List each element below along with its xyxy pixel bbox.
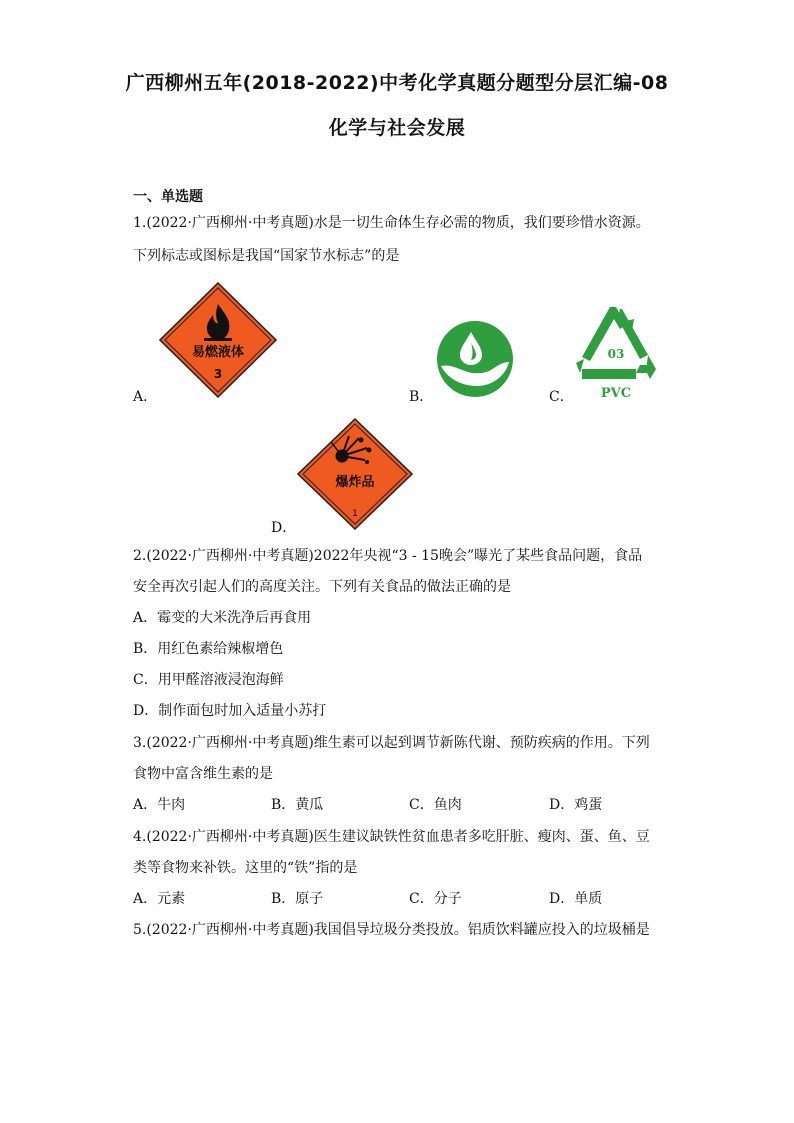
document-title-line1: 广西柳州五年(2018-2022)中考化学真题分题型分层汇编-08 — [125, 72, 669, 94]
q5-stem-line1: 5.(2022·广西柳州·中考真题)我国倡导垃圾分类投放。铝质饮料罐应投入的垃圾桶是 — [133, 922, 650, 938]
recycle-icon — [576, 307, 656, 379]
q4-stem-line2: 类等食物来补铁。这里的“铁”指的是 — [133, 860, 358, 876]
sign-a-text: 易燃液体 — [191, 345, 245, 360]
q1-stem-line1: 1.(2022·广西柳州·中考真题)水是一切生命体生存必需的物质，我们要珍惜水资源。 — [133, 215, 650, 231]
q4-option-b: B．原子 — [271, 891, 324, 907]
sign-a-number: 3 — [213, 367, 223, 381]
q2-stem-line2: 安全再次引起人们的高度关注。下列有关食品的做法正确的是 — [133, 579, 511, 595]
q3-stem-line1: 3.(2022·广西柳州·中考真题)维生素可以起到调节新陈代谢、预防疾病的作用。下列 — [133, 735, 650, 751]
water-saving-sign — [435, 320, 515, 398]
sign-c-text: PVC — [600, 386, 632, 401]
q3-option-b: B．黄瓜 — [271, 797, 324, 813]
q4-option-c: C．分子 — [409, 891, 462, 907]
q2-option-c: C．用甲醛溶液浸泡海鲜 — [133, 672, 284, 688]
q1-option-c-label: C． — [549, 389, 574, 405]
document-title-line2: 化学与社会发展 — [328, 117, 466, 139]
q4-stem-line1: 4.(2022·广西柳州·中考真题)医生建议缺铁性贫血患者多吃肝脏、瘦肉、蛋、鱼、豆 — [133, 829, 650, 845]
sign-d-number: 1 — [352, 509, 358, 519]
q2-option-a: A．霉变的大米洗净后再食用 — [133, 610, 312, 626]
q4-option-d: D．单质 — [549, 891, 603, 907]
flammable-liquid-sign — [159, 282, 277, 398]
sign-c-number: 03 — [607, 347, 625, 361]
q2-option-d: D．制作面包时加入适量小苏打 — [133, 703, 327, 719]
q1-option-d-label: D． — [271, 520, 297, 536]
q2-stem-line1: 2.(2022·广西柳州·中考真题)2022年央视“3 - 15晚会”曝光了某些食品问题，食品 — [133, 548, 643, 564]
recycle-pvc-sign — [570, 303, 662, 401]
q2-option-b: B．用红色素给辣椒增色 — [133, 641, 284, 657]
section-heading: 一、单选题 — [133, 189, 203, 205]
q3-option-d: D．鸡蛋 — [549, 797, 603, 813]
sign-d-text: 爆炸品 — [335, 475, 375, 490]
q3-option-a: A．牛肉 — [133, 797, 186, 813]
q4-option-a: A．元素 — [133, 891, 186, 907]
q3-option-c: C．鱼肉 — [409, 797, 462, 813]
q1-stem-line2: 下列标志或图标是我国“国家节水标志”的是 — [133, 248, 400, 264]
q1-option-a-label: A． — [133, 389, 158, 405]
q3-stem-line2: 食物中富含维生素的是 — [133, 766, 273, 782]
explosive-sign — [297, 418, 413, 530]
q1-option-b-label: B． — [409, 389, 434, 405]
